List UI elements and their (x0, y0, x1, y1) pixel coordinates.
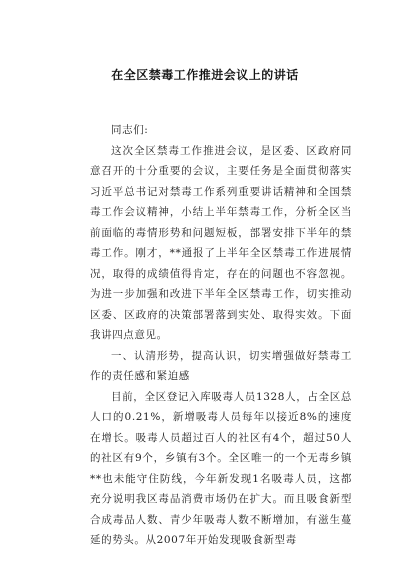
intro-paragraph: 这次全区禁毒工作推进会议，是区委、区政府同意召开的十分重要的会议，主要任务是全面贯彻落实习近平总书记对禁毒工作系列重要讲话精神和全国禁毒工作会议精神，小结上半年禁毒工作，分析全区当前面临的毒情形势和问题短板，部署安排下半年的禁毒工作。刚才，**通报了上半年全区禁毒工作进展情况，取得的成绩值得肯定，存在的问题也不容忽视。为进一步加强和改进下半年全区禁毒工作，切实推动区委、区政府的决策部署落到实处、取得实效。下面我讲四点意见。 (90, 144, 352, 341)
greeting: 同志们: (111, 124, 149, 136)
section-heading: 一、认清形势，提高认识，切实增强做好禁毒工作的责任感和紧迫感 (90, 349, 352, 382)
document-title: 在全区禁毒工作推进会议上的讲话 (111, 68, 299, 82)
document-body (90, 120, 352, 551)
section-paragraph: 目前，全区登记入库吸毒人员1328人，占全区总人口的0.21%，新增吸毒人员每年以接近8%的速度在增长。吸毒人员超过百人的社区有4个，超过50人的社区有9个，乡镇有3个。全区唯一的一个无毒乡镇**也未能守住防线，今年新发现1名吸毒人员，这都充分说明我区毒品消费市场仍在扩大。而且吸食新型合成毒品人数、青少年吸毒人数不断增加，有滋生蔓延的势头。从2007年开始发现吸食新型毒 (90, 390, 352, 546)
